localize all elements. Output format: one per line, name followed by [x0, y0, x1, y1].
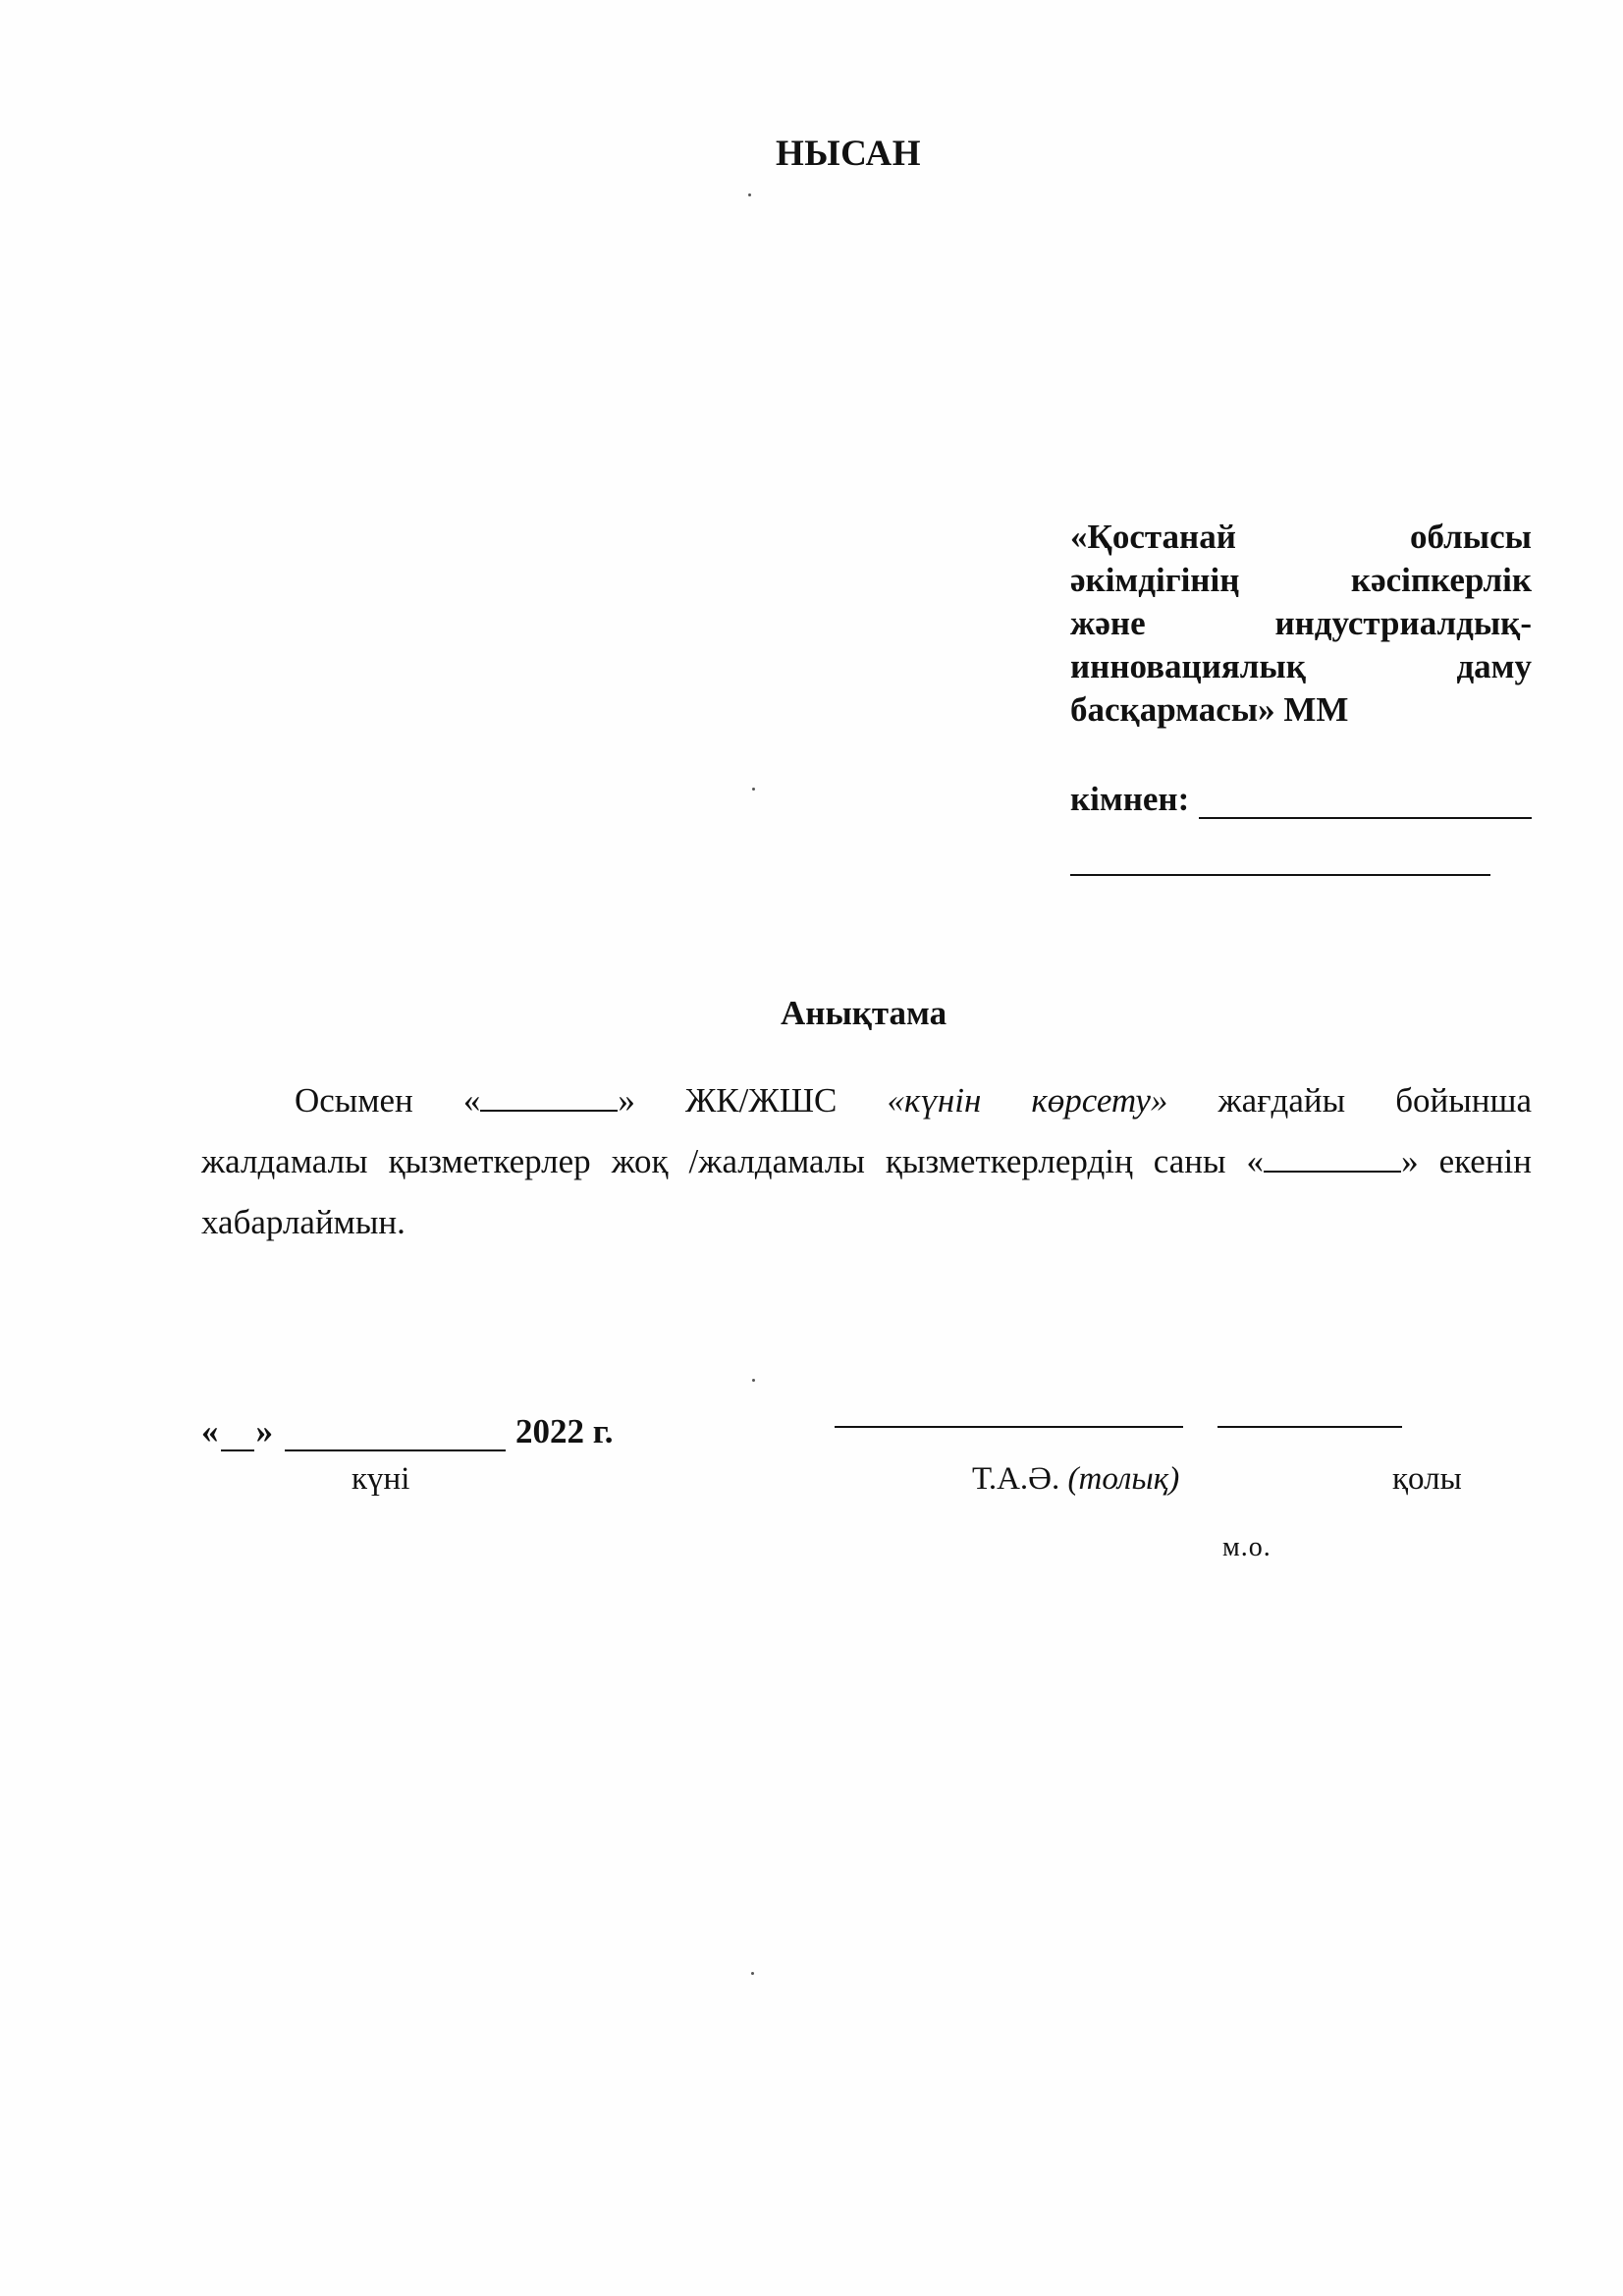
scan-speck [751, 1972, 754, 1975]
full-name-caption [972, 1461, 1179, 1498]
body-text-segment: Осымен « [295, 1081, 481, 1120]
from-block [1070, 776, 1532, 876]
body-text-segment: » ЖК/ЖШС [618, 1081, 888, 1120]
full-name-caption-hint: (толық) [1067, 1461, 1180, 1497]
date-open-quote: « [201, 1412, 219, 1450]
date-close-quote: » [255, 1412, 273, 1450]
addressee-line: әкімдігінің кәсіпкерлік [1070, 561, 1532, 599]
signature-line[interactable] [1217, 1426, 1402, 1428]
scan-speck [748, 193, 751, 196]
from-blank-line-2[interactable] [1070, 841, 1490, 876]
body-text-segment: » екенін [1401, 1142, 1532, 1180]
body-line-2 [201, 1131, 1532, 1192]
stamp-caption: м.о. [1222, 1532, 1271, 1562]
date-row [201, 1412, 613, 1451]
date-year: 2022 г. [515, 1412, 614, 1450]
employee-count-blank[interactable] [1264, 1141, 1401, 1173]
addressee-line: және индустриалдық- [1070, 604, 1532, 642]
body-text-segment: жағдайы бойынша [1167, 1081, 1532, 1120]
full-name-caption-text: Т.А.Ә. [972, 1461, 1068, 1497]
body-text-segment: жалдамалы қызметкерлер жоқ /жалдамалы қызметкерлердің саны « [201, 1142, 1265, 1180]
signature-caption: қолы [1392, 1461, 1462, 1497]
body-paragraph [201, 1070, 1532, 1253]
month-blank[interactable] [285, 1420, 506, 1451]
addressee-line: басқармасы» ММ [1070, 690, 1349, 729]
scan-speck [752, 1379, 755, 1382]
body-line-3: хабарлаймын. [201, 1203, 406, 1241]
addressee-block [1070, 516, 1532, 732]
from-blank-line[interactable] [1199, 784, 1532, 819]
scan-speck [752, 788, 755, 791]
from-label: кімнен: [1070, 780, 1190, 818]
body-line-1 [201, 1070, 1532, 1131]
date-hint: «күнін көрсету» [887, 1081, 1168, 1120]
document-title: Анықтама [781, 994, 947, 1032]
full-name-line[interactable] [835, 1426, 1183, 1428]
entity-name-blank[interactable] [480, 1080, 618, 1112]
addressee-line: «Қостанай облысы [1070, 518, 1532, 556]
form-title: НЫСАН [776, 134, 921, 174]
day-blank[interactable] [221, 1420, 254, 1451]
addressee-line: инновациялық даму [1070, 647, 1532, 685]
date-caption: күні [352, 1461, 410, 1497]
